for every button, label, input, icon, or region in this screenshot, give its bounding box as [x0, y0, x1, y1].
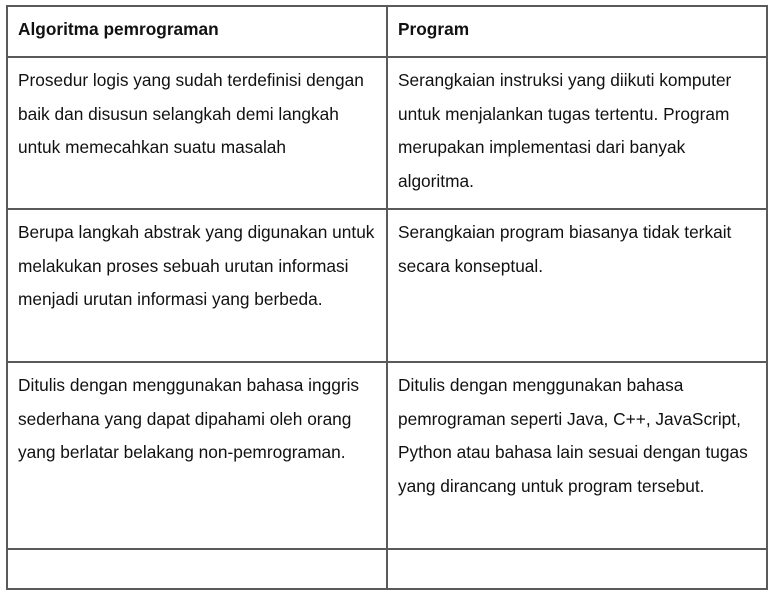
table-header-row	[7, 6, 767, 57]
header-program: Program	[387, 6, 767, 57]
cell-algoritma: Ditulis dengan menggunakan bahasa inggris sederhana yang dapat dipahami oleh orang yang berlatar belakang non-pemrograman.	[7, 362, 387, 549]
cell-empty	[387, 549, 767, 589]
comparison-table	[6, 5, 768, 590]
cell-algoritma: Prosedur logis yang sudah terdefinisi dengan baik dan disusun selangkah demi langkah untuk memecahkan suatu masalah	[7, 57, 387, 209]
cell-program: Ditulis dengan menggunakan bahasa pemrograman seperti Java, C++, JavaScript, Python atau bahasa lain sesuai dengan tugas yang dirancang untuk program tersebut.	[387, 362, 767, 549]
cell-algoritma: Berupa langkah abstrak yang digunakan untuk melakukan proses sebuah urutan informasi menjadi urutan informasi yang berbeda.	[7, 209, 387, 362]
cell-program: Serangkaian program biasanya tidak terkait secara konseptual.	[387, 209, 767, 362]
table-row	[7, 362, 767, 549]
cell-program: Serangkaian instruksi yang diikuti komputer untuk menjalankan tugas tertentu. Program merupakan implementasi dari banyak algoritma.	[387, 57, 767, 209]
table-row	[7, 57, 767, 209]
table-row-cutoff	[7, 549, 767, 589]
cell-empty	[7, 549, 387, 589]
header-algoritma: Algoritma pemrograman	[7, 6, 387, 57]
table-row	[7, 209, 767, 362]
